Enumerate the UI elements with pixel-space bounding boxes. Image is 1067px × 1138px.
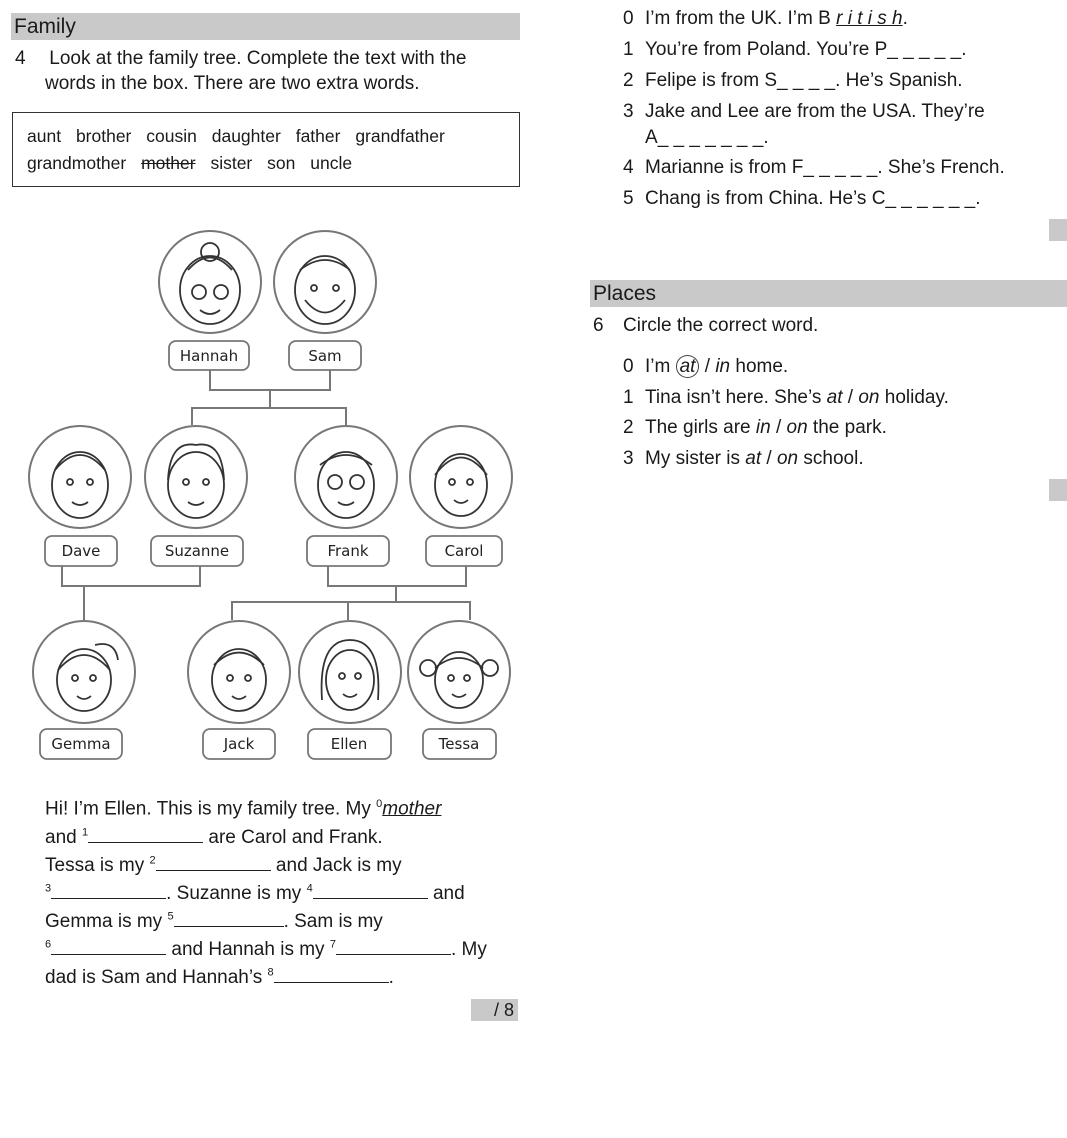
gap-number-1: 1 <box>81 826 89 839</box>
separator: / <box>770 417 787 438</box>
item-text: the park. <box>807 417 887 438</box>
name-frank: Frank <box>327 542 369 560</box>
text-segment: and Hannah is my <box>166 939 330 960</box>
item-end: . <box>975 188 981 209</box>
item-end: . <box>961 39 967 60</box>
text-segment: and <box>427 883 465 904</box>
score-marker <box>1049 479 1067 501</box>
gap-6-input[interactable] <box>51 938 166 955</box>
instruction-text: Circle the correct word. <box>623 315 819 336</box>
word-box-row-2 <box>27 153 362 174</box>
word-cousin: cousin <box>146 126 197 146</box>
word-aunt: aunt <box>27 126 62 146</box>
item-text: I’m from the UK. I’m <box>645 8 819 29</box>
item-end: . She’s French. <box>877 157 1005 178</box>
text-segment: . Sam is my <box>283 911 383 932</box>
first-letter: P <box>874 39 888 60</box>
gap-number-7: 7 <box>329 938 336 951</box>
carol-face-icon <box>435 454 487 516</box>
name-dave: Dave <box>61 542 101 560</box>
text-line-7 <box>45 966 394 989</box>
gap-number-0: 0 <box>376 798 383 810</box>
item-text: Marianne is from <box>645 157 792 178</box>
gap-number-6: 6 <box>45 938 52 951</box>
item-number: 1 <box>623 387 634 408</box>
gap-1-input[interactable] <box>88 826 203 843</box>
item-text: I’m <box>645 356 676 377</box>
nationality-item-1 <box>623 39 967 61</box>
answer-blank[interactable]: _ _ _ _ _ _ <box>885 188 976 209</box>
option-at[interactable]: at <box>745 448 762 469</box>
item-text: home. <box>730 356 789 377</box>
first-letter: S <box>764 70 777 91</box>
option-in[interactable]: in <box>715 356 731 377</box>
frank-face-icon <box>318 452 374 518</box>
gap-4-input[interactable] <box>313 882 428 899</box>
word-mother-crossed: mother <box>141 153 196 173</box>
score-marker <box>1049 219 1067 241</box>
name-tessa: Tessa <box>438 735 480 753</box>
text-segment: Hi! I’m Ellen. This is my family tree. My <box>45 798 377 820</box>
name-jack: Jack <box>223 735 255 753</box>
word-box-row-1 <box>27 126 455 147</box>
item-text: Jake and Lee are from the USA. They’re <box>645 101 985 122</box>
family-tree <box>14 225 524 770</box>
item-text: Chang is from China. He’s <box>645 188 872 209</box>
answer-blank[interactable]: _ _ _ _ <box>777 70 836 91</box>
answer-blank[interactable]: _ _ _ _ _ <box>887 39 962 60</box>
separator: / <box>761 448 777 469</box>
item-text: You’re from Poland. You’re <box>645 39 875 60</box>
tessa-face-icon <box>420 652 498 708</box>
jack-face-icon <box>212 649 266 711</box>
nationality-item-5 <box>623 188 981 210</box>
instruction-line-2: words in the box. There are two extra words. <box>45 73 420 94</box>
name-hannah: Hannah <box>179 347 239 365</box>
item-number: 4 <box>623 157 634 178</box>
gap-3-input[interactable] <box>51 882 166 899</box>
answer-blank[interactable]: _ _ _ _ _ _ _ <box>657 127 764 148</box>
answer-blank[interactable]: _ _ _ _ _ <box>803 157 878 178</box>
name-suzanne: Suzanne <box>164 542 230 560</box>
first-letter: A <box>645 127 658 148</box>
instruction-line-1: Look at the family tree. Complete the text with the <box>49 48 467 69</box>
word-grandfather: grandfather <box>355 126 445 146</box>
item-number: 3 <box>623 101 634 122</box>
option-in[interactable]: in <box>755 417 771 438</box>
family-section-title: Family <box>11 13 520 40</box>
nationality-item-2 <box>623 70 963 92</box>
example-answer: mother <box>382 798 442 820</box>
text-line-2 <box>45 826 383 849</box>
text-line-6 <box>45 938 487 961</box>
gap-8-input[interactable] <box>274 966 389 983</box>
gap-5-input[interactable] <box>174 910 284 927</box>
gemma-face-icon <box>57 644 118 711</box>
dave-face-icon <box>52 452 108 518</box>
option-at[interactable]: at <box>826 387 843 408</box>
option-on[interactable]: on <box>776 448 799 469</box>
nationality-item-3 <box>623 101 985 123</box>
score-box: / 8 <box>471 999 518 1021</box>
name-carol: Carol <box>444 542 484 560</box>
text-segment: Tessa is my <box>45 855 150 876</box>
example-answer: r i t i s h <box>836 8 903 29</box>
text-segment: . Suzanne is my <box>166 883 307 904</box>
word-daughter: daughter <box>211 126 281 146</box>
ellen-face-icon <box>322 640 379 710</box>
exercise-number: 4 <box>15 48 26 69</box>
item-text: holiday. <box>879 387 949 408</box>
item-end: . <box>902 8 908 29</box>
text-line-3 <box>45 854 402 877</box>
word-grandmother: grandmother <box>27 153 127 173</box>
sam-face-icon <box>295 256 355 324</box>
places-item-3 <box>623 448 864 470</box>
gap-number-3: 3 <box>45 882 52 895</box>
gap-number-8: 8 <box>267 966 274 979</box>
item-number: 2 <box>623 70 634 91</box>
separator: / <box>699 356 716 377</box>
exercise-6-instruction <box>593 315 818 337</box>
places-section-title: Places <box>590 280 1067 307</box>
nationality-item-3-cont <box>645 127 769 149</box>
word-sister: sister <box>210 153 253 173</box>
item-end: . He’s Spanish. <box>835 70 963 91</box>
item-number: 0 <box>623 356 634 377</box>
item-number: 0 <box>623 8 634 29</box>
item-text: The girls are <box>645 417 756 438</box>
item-end: . <box>763 127 769 148</box>
word-box <box>12 112 520 187</box>
gap-2-input[interactable] <box>156 854 271 871</box>
name-ellen: Ellen <box>330 735 368 753</box>
item-text: Felipe is from <box>645 70 765 91</box>
nationality-item-0 <box>623 8 908 30</box>
option-on[interactable]: on <box>786 417 808 438</box>
gap-number-5: 5 <box>167 910 174 923</box>
item-number: 5 <box>623 188 634 209</box>
text-segment: are Carol and Frank. <box>203 827 383 848</box>
item-number: 1 <box>623 39 634 60</box>
text-segment: . <box>388 967 394 988</box>
first-letter: B <box>818 8 831 29</box>
gap-number-2: 2 <box>149 854 156 867</box>
name-gemma: Gemma <box>51 735 111 753</box>
name-sam: Sam <box>308 347 342 365</box>
item-text: Tina isn’t here. She’s <box>645 387 827 408</box>
text-segment: and Jack is my <box>270 855 402 876</box>
text-line-1 <box>45 798 441 820</box>
gap-7-input[interactable] <box>336 938 451 955</box>
text-line-5 <box>45 910 383 933</box>
word-uncle: uncle <box>310 153 353 173</box>
option-on[interactable]: on <box>858 387 880 408</box>
exercise-4-instruction <box>15 48 466 70</box>
first-letter: F <box>791 157 804 178</box>
first-letter: C <box>871 188 886 209</box>
text-segment: Gemma is my <box>45 911 168 932</box>
text-segment: . My <box>450 939 487 960</box>
hannah-face-icon <box>180 243 240 324</box>
item-text: My sister is <box>645 448 746 469</box>
places-item-0 <box>623 356 788 378</box>
exercise-number: 6 <box>593 315 604 336</box>
places-item-1 <box>623 387 949 409</box>
option-at-circled[interactable]: at <box>676 355 700 378</box>
item-number: 2 <box>623 417 634 438</box>
word-father: father <box>295 126 341 146</box>
text-segment: and <box>45 827 82 848</box>
text-line-4 <box>45 882 465 905</box>
word-son: son <box>267 153 296 173</box>
word-brother: brother <box>75 126 132 146</box>
item-number: 3 <box>623 448 634 469</box>
gap-number-4: 4 <box>306 882 313 895</box>
text-segment: dad is Sam and Hannah’s <box>45 967 268 988</box>
separator: / <box>842 387 859 408</box>
nationality-item-4 <box>623 157 1005 179</box>
suzanne-face-icon <box>168 444 224 518</box>
places-item-2 <box>623 417 887 439</box>
item-text: school. <box>798 448 864 469</box>
